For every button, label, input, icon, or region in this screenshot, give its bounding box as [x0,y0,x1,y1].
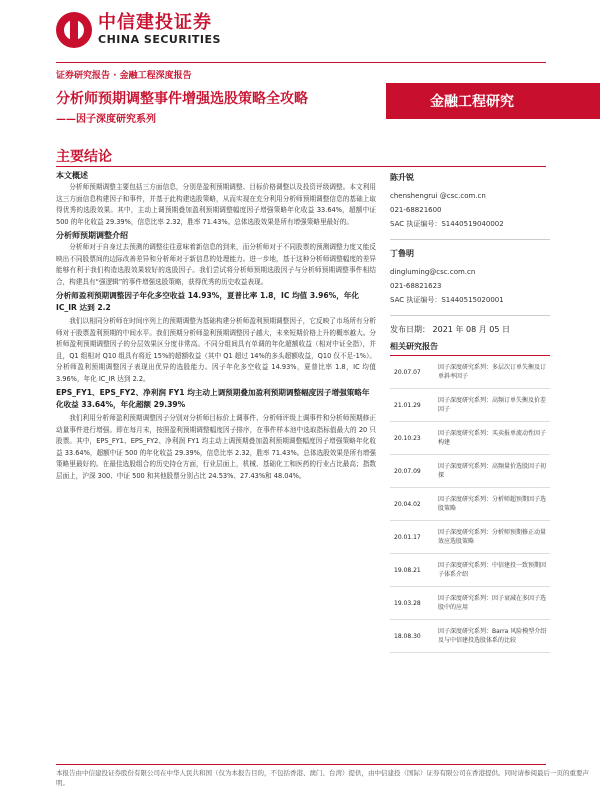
related-report-title: 因子深度研究系列：买卖报单流动性因子构建 [438,430,547,446]
breadcrumb: 证券研究报告 · 金融工程深度报告 [56,71,192,81]
analyst-email[interactable]: chenshengrui @csc.com.cn [390,192,486,200]
analyst-divider [390,315,550,316]
analyst-phone: 021-68821600 [390,206,442,214]
related-reports-list [390,356,550,653]
related-report-title: 因子深度研究系列：多层次订单失衡及订单斜率因子 [438,364,547,380]
intro-text: 分析师对于自身过去预测的调整往往意味着新信息的到来，而分析师对于不同股票的预测调整力度又能反映出不同股票间的边际改善差异和分析师对于新信息的处理能力。进一步地，基于这种分析师调整幅度的差异能够有利于我们构造选股效果较好的选股因子。我们尝试将分析师预期选股因子与分析师预期调整事件相结合，构建具有“强逻辑”的事件增强选股策略，获得优秀的历史收益表现。 [56,243,376,286]
intro-label: 分析师预期调整介绍 [56,231,128,240]
related-report-item[interactable] [390,455,550,488]
factor-heading: 分析师盈利预期调整因子年化多空收益 14.93%，夏普比率 1.8，IC 均值 3.96%，年化 IC_IR 达到 2.2 [56,291,360,312]
related-report-date: 21.01.29 [394,401,421,409]
report-subtitle: ——因子深度研究系列 [56,114,156,125]
publish-date: 发布日期： 2021 年 08 月 05 日 [390,325,510,334]
top-divider [56,62,546,63]
related-report-title: 因子深度研究系列：分析师预期修正动量效应选股策略 [438,529,547,545]
footer-divider [56,764,546,765]
related-report-item[interactable] [390,488,550,521]
related-report-title: 因子深度研究系列：分析师超预期因子选股策略 [438,496,547,512]
related-report-date: 20.04.02 [394,500,421,508]
sidebar [390,172,550,653]
related-report-title: 因子深度研究系列：高频订单失衡及价差因子 [438,397,547,413]
event-heading: EPS_FY1、EPS_FY2、净利润 FY1 均主动上调预期叠加盈利预期调整幅度因子增强策略年化收益 33.64%，年化超额 29.39% [56,388,370,409]
related-report-title: 因子深度研究系列：高频量价选股因子初探 [438,463,547,479]
related-report-date: 18.08.30 [394,632,421,640]
logo-cn: 中信建投证券 [98,12,212,33]
analyst-license: SAC 执证编号：S1440519040002 [390,220,504,228]
related-report-item[interactable] [390,554,550,587]
related-report-date: 20.07.09 [394,467,421,475]
related-report-item[interactable] [390,422,550,455]
related-report-date: 20.07.07 [394,368,421,376]
analyst-license: SAC 执证编号：S1440515020001 [390,296,504,304]
related-report-item[interactable] [390,389,550,422]
analyst-divider [390,239,550,240]
analyst-email[interactable]: dingluming@csc.com.cn [390,268,476,276]
related-report-title: 因子深度研究系列：因子衰减在多因子选股中的应用 [438,595,547,611]
related-report-item[interactable] [390,587,550,620]
footer-disclaimer: 本报告由中信建投证券股份有限公司在中华人民共和国（仅为本报告目的，不包括香港、澳门、台湾）提供，由中信建投（国际）证券有限公司在香港提供。同时请参阅最后一页的重要声明。 [56,769,589,787]
related-report-item[interactable] [390,620,550,653]
company-logo [56,12,221,48]
overview-label: 本文概述 [56,171,88,180]
analyst-phone: 021-68821623 [390,282,442,290]
related-report-date: 20.10.23 [394,434,421,442]
related-report-title: 因子深度研究系列：Barra 风险模型介绍及与中信建投选股体系的比较 [438,628,547,644]
related-report-date: 19.08.21 [394,566,421,574]
report-title: 分析师预期调整事件增强选股策略全攻略 [56,91,308,107]
overview-text: 分析师预期调整主要包括三方面信息，分别是盈利预期调整、目标价格调整以及投资评级调整。本文利用这三方面信息构建因子和事件，并基于此构建选股策略，从而实现在充分利用分析师预期调整信息的基础上取得优秀的选股效果。其中，主动上调预期叠加盈利预期调整幅度因子增强策略年化收益 33.64%，超额中证 500 的年化收益 29.39%，信息比率 2.32，胜率 71.43%。总体选股效果是所有增强策略里最好的。 [56,183,376,226]
logo-en: CHINA SECURITIES [98,33,221,46]
factor-text: 我们以相同分析师在时间序列上的预期调整为基础构建分析师盈利预期调整因子，它反映了市场所有分析师对于股票盈利预期的中间水平。我们预期分析师盈利预期调整因子越大，未来短期价格上升的概率越大。分析师盈利预期调整因子的分层效果区分度非常高。不同分组间具有单调的年化超额收益（相对中证全指），并且，Q1 组相对 Q10 组具有将近 15%的超额收益（其中 Q1 超过 14%的多头超额收益，Q10 仅不足-1%）。分析师盈利预期调整因子表现出优异的选股能力。因子年化多空收益 14.93%，夏普比率 1.8，IC 均值 3.96%，年化 IC_IR 达到 2.2。 [56,317,376,383]
event-text: 我们利用分析师盈利预期调整因子分别对分析师目标价上调事件、分析师评级上调事件和分析师预期修正动量事件进行增强。即在每月末，按照盈利预期调整幅度因子排序，在事件样本池中选取指标值最大的 20 只股票。其中，EPS_FY1、EPS_FY2、净利润 FY1 均主动上调预期叠加盈利预期调整幅度因子增强策略年化收益 33.64%，超额中证 500 的年化收益 29.39%，信息比率 2.32，胜率 71.43%。总体选股效果是所有增强策略里最好的。在最佳选股组合的历史持仓方面，行业层面上，机械、基础化工和医药的行业占比最高；指数层面上，沪深 300、中证 500 和其他股票分别占比 24.53%、27.43%和 48.04%。 [56,414,376,480]
related-report-item[interactable] [390,521,550,554]
section-divider [56,166,546,167]
related-reports-title: 相关研究报告 [390,341,550,356]
related-report-item[interactable] [390,356,550,389]
related-report-date: 20.01.17 [394,533,421,541]
analyst-card [390,172,550,231]
related-report-title: 因子深度研究系列：中信建投一致预期因子体系介绍 [438,562,547,578]
main-content [56,170,376,484]
category-banner: 金融工程研究 [386,83,600,119]
analyst-name: 陈升锐 [390,173,414,182]
logo-icon [56,12,92,48]
section-title: 主要结论 [56,149,112,165]
analyst-card [390,248,550,307]
analyst-name: 丁鲁明 [390,249,414,258]
related-report-date: 19.03.28 [394,599,421,607]
